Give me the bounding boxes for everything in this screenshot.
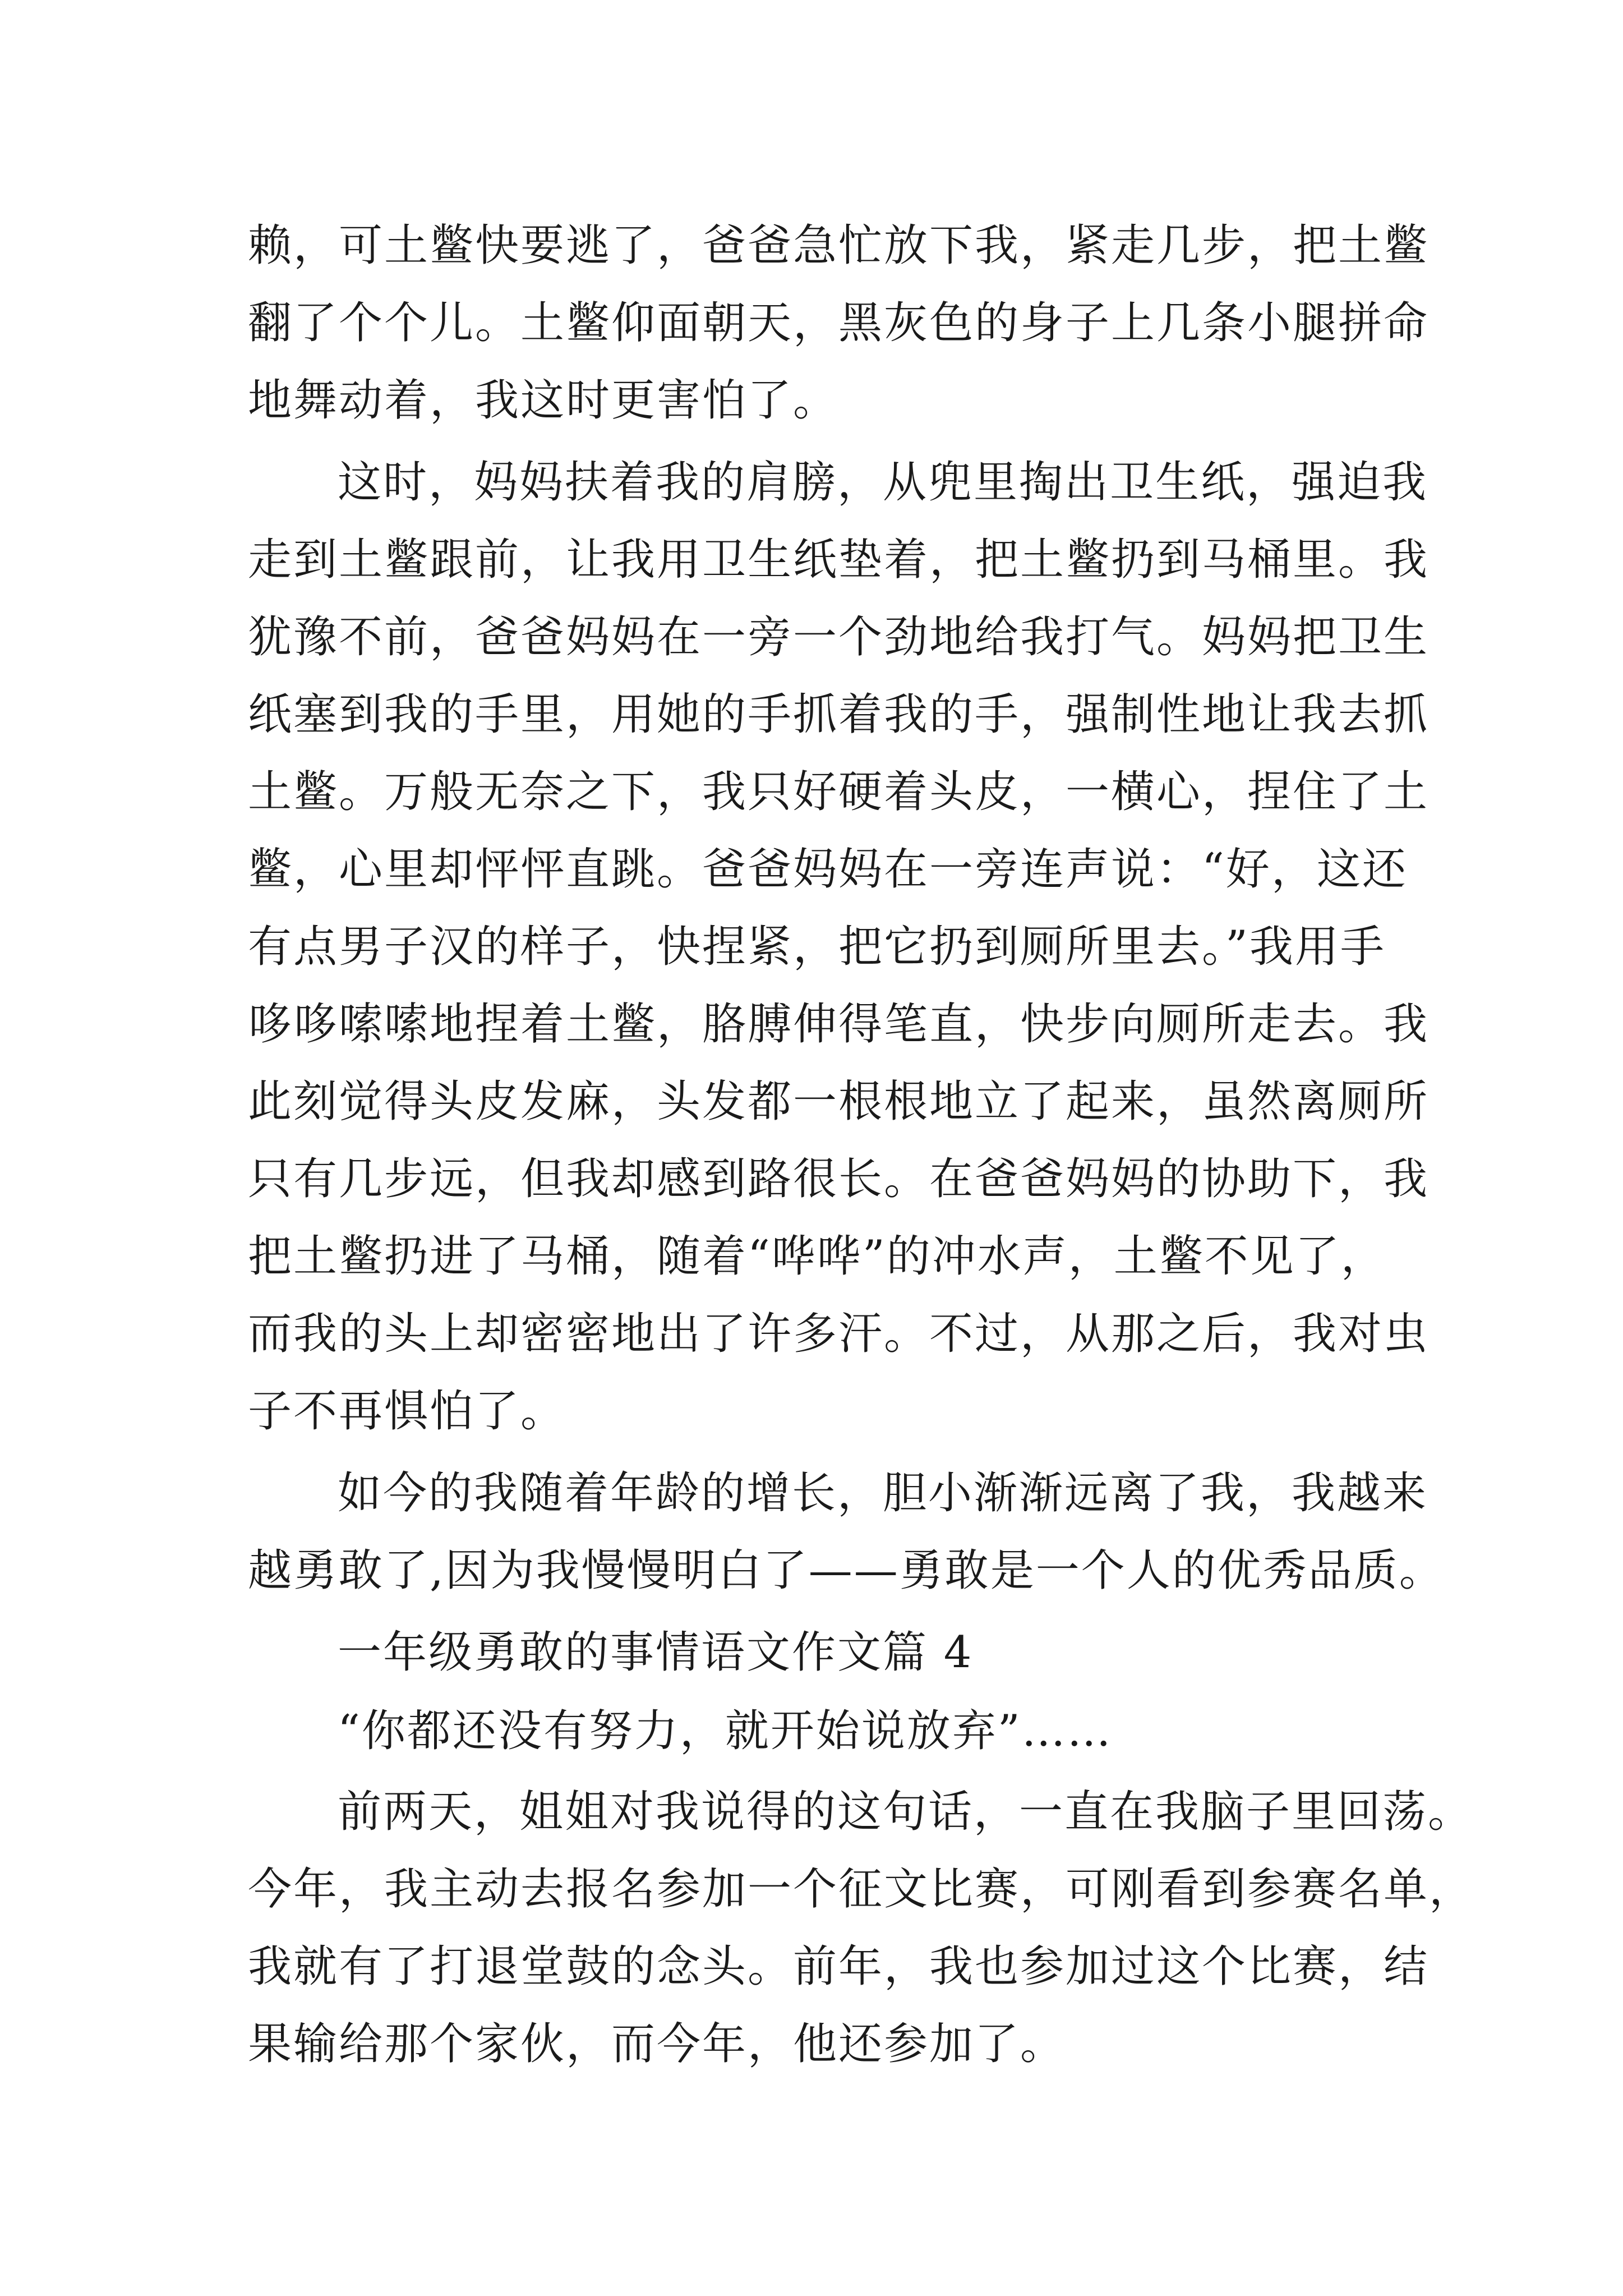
text-line: 翻了个个儿。土鳖仰面朝天，黑灰色的身子上几条小腿拼命 — [248, 298, 1430, 348]
text-line: 此刻觉得头皮发麻，头发都一根根地立了起来，虽然离厕所 — [248, 1076, 1430, 1127]
text-line: 鳖，心里却怦怦直跳。爸爸妈妈在一旁连声说：“好，这还 — [248, 844, 1408, 895]
text-line: 有点男子汉的样子，快捏紧，把它扔到厕所里去。”我用手 — [248, 922, 1386, 972]
text-line: 赖，可土鳖快要逃了，爸爸急忙放下我，紧走几步，把土鳖 — [248, 220, 1430, 271]
text-line: 前两天，姐姐对我说得的这句话，一直在我脑子里回荡。 — [338, 1787, 1474, 1837]
text-line: 这时，妈妈扶着我的肩膀，从兜里掏出卫生纸，强迫我 — [338, 457, 1428, 508]
text-line: 哆哆嗦嗦地捏着土鳖，胳膊伸得笔直，快步向厕所走去。我 — [248, 999, 1430, 1050]
text-line: 而我的头上却密密地出了许多汗。不过，从那之后，我对虫 — [248, 1309, 1430, 1359]
text-line: 犹豫不前，爸爸妈妈在一旁一个劲地给我打气。妈妈把卫生 — [248, 612, 1430, 662]
text-line: 子不再惧怕了。 — [248, 1386, 566, 1437]
text-line: 果输给那个家伙，而今年，他还参加了。 — [248, 2019, 1066, 2069]
text-line: 纸塞到我的手里，用她的手抓着我的手，强制性地让我去抓 — [248, 689, 1430, 740]
text-line: 只有几步远，但我却感到路很长。在爸爸妈妈的协助下，我 — [248, 1154, 1430, 1204]
text-line: 越勇敢了,因为我慢慢明白了——勇敢是一个人的优秀品质。 — [248, 1545, 1445, 1596]
text-line: 如今的我随着年龄的增长，胆小渐渐远离了我，我越来 — [338, 1468, 1428, 1519]
text-line: “你都还没有努力，就开始说放弃”…… — [338, 1706, 1113, 1756]
text-line: 把土鳖扔进了马桶，随着“哗哗”的冲水声，土鳖不见了， — [248, 1231, 1386, 1282]
text-line: 土鳖。万般无奈之下，我只好硬着头皮，一横心，捏住了土 — [248, 767, 1430, 817]
text-line: 今年，我主动去报名参加一个征文比赛，可刚看到参赛名单， — [248, 1864, 1475, 1915]
text-line: 我就有了打退堂鼓的念头。前年，我也参加过这个比赛，结 — [248, 1941, 1430, 1992]
text-line: 走到土鳖跟前，让我用卫生纸垫着，把土鳖扔到马桶里。我 — [248, 535, 1430, 585]
text-line: 地舞动着，我这时更害怕了。 — [248, 375, 839, 426]
section-heading: 一年级勇敢的事情语文作文篇 4 — [338, 1627, 974, 1678]
